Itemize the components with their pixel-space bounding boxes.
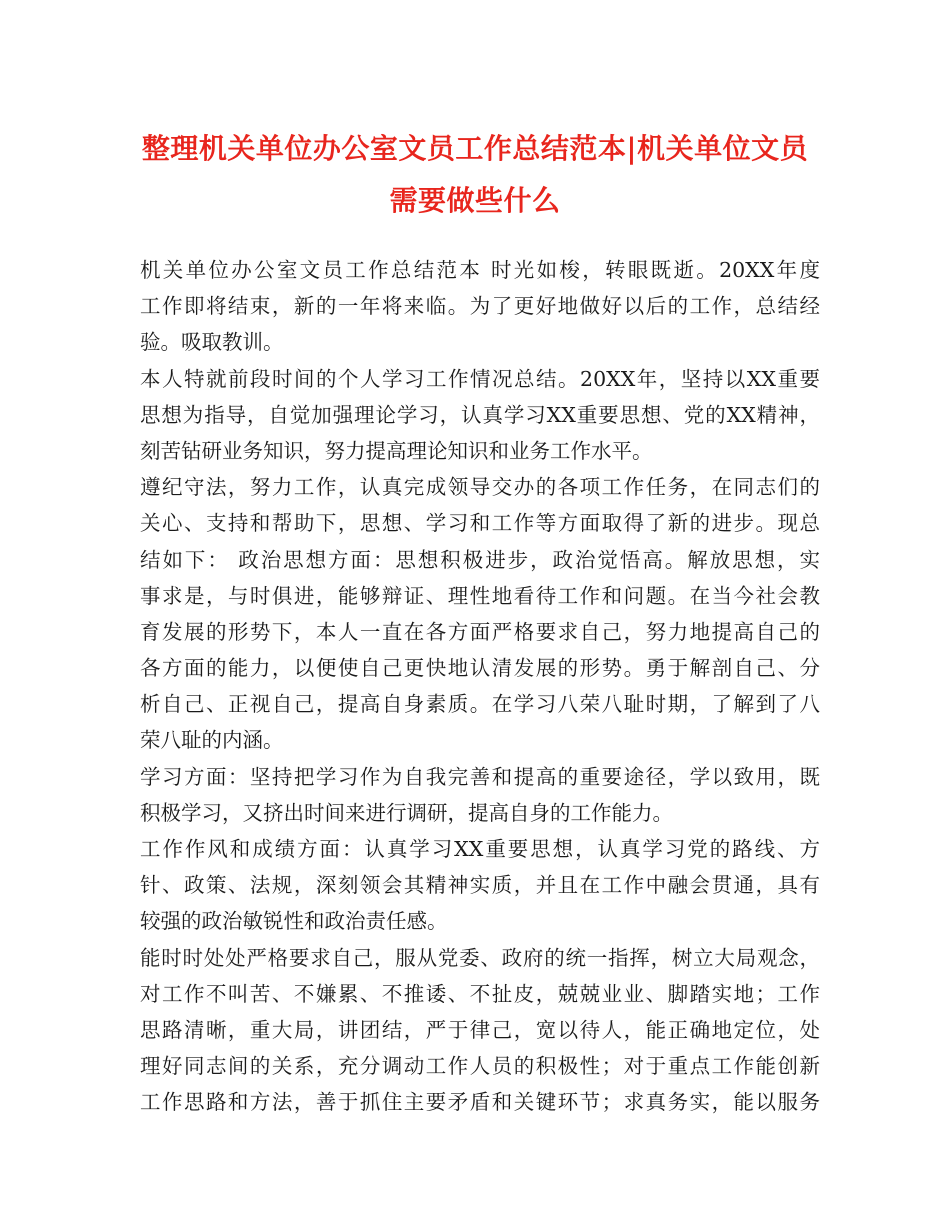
body-line: 荣八耻的内涵。	[140, 728, 284, 753]
body-line: 思想为指导，自觉加强理论学习，认真学习XX重要思想、党的XX精神，	[140, 402, 820, 427]
body-text	[140, 252, 820, 1121]
body-line: 遵纪守法，努力工作，认真完成领导交办的各项工作任务，在同志们的	[140, 475, 820, 500]
body-line: 刻苦钻研业务知识，努力提高理论知识和业务工作水平。	[140, 438, 653, 463]
body-line: 工作思路和方法，善于抓住主要矛盾和关键环节；求真务实，能以服务	[140, 1090, 820, 1115]
body-line: 本人特就前段时间的个人学习工作情况总结。20XX年，坚持以XX重要	[140, 366, 820, 391]
body-line: 思路清晰，重大局，讲团结，严于律己，宽以待人，能正确地定位，处	[140, 1017, 820, 1042]
title-line-2: 需要做些什么	[389, 184, 561, 217]
body-line: 能时时处处严格要求自己，服从党委、政府的统一指挥，树立大局观念，	[140, 945, 820, 970]
body-line: 工作即将结束，新的一年将来临。为了更好地做好以后的工作，总结经	[140, 294, 820, 319]
body-line: 结如下： 政治思想方面：思想积极进步，政治觉悟高。解放思想，实	[140, 547, 820, 572]
body-line: 各方面的能力，以便使自己更快地认清发展的形势。勇于解剖自己、分	[140, 656, 820, 681]
body-line: 机关单位办公室文员工作总结范本 时光如梭，转眼既逝。20XX年度	[140, 258, 820, 282]
body-line: 工作作风和成绩方面：认真学习XX重要思想，认真学习党的路线、方	[140, 837, 820, 861]
body-line: 关心、支持和帮助下，思想、学习和工作等方面取得了新的进步。现总	[140, 511, 820, 536]
body-line: 学习方面：坚持把学习作为自我完善和提高的重要途径，学以致用，既	[140, 764, 820, 789]
body-line: 较强的政治敏锐性和政治责任感。	[140, 909, 448, 934]
body-line: 验。吸取教训。	[140, 330, 284, 355]
body-line: 理好同志间的关系，充分调动工作人员的积极性；对于重点工作能创新	[140, 1054, 820, 1079]
body-line: 对工作不叫苦、不嫌累、不推诿、不扯皮，兢兢业业、脚踏实地；工作	[140, 981, 820, 1006]
body-line: 育发展的形势下，本人一直在各方面严格要求自己，努力地提高自己的	[140, 619, 820, 644]
page-title	[110, 123, 840, 227]
body-line: 积极学习，又挤出时间来进行调研，提高自身的工作能力。	[140, 800, 673, 825]
body-line: 事求是，与时俱进，能够辩证、理性地看待工作和问题。在当今社会教	[140, 583, 820, 608]
body-line: 针、政策、法规，深刻领会其精神实质，并且在工作中融会贯通，具有	[140, 873, 820, 898]
title-line-1: 整理机关单位办公室文员工作总结范本|机关单位文员	[141, 132, 809, 165]
body-line: 析自己、正视自己，提高自身素质。在学习八荣八耻时期，了解到了八	[140, 692, 820, 717]
